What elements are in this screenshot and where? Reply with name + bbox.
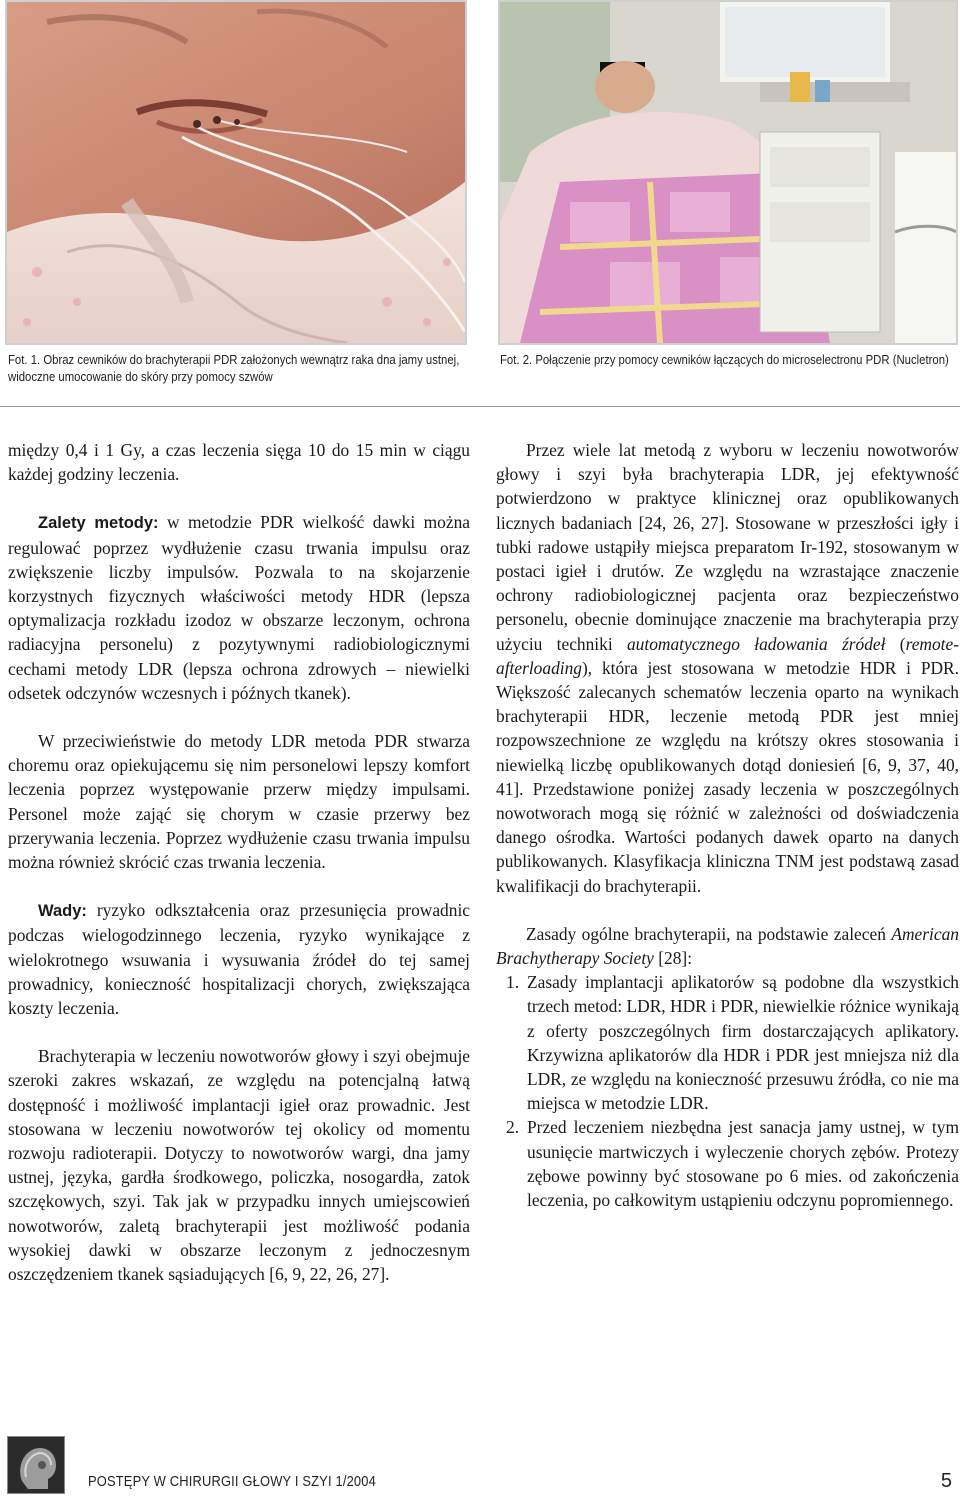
journal-title: POSTĘPY W CHIRURGII GŁOWY I SZYI 1/2004 [88,1473,376,1490]
figure-2-caption-text: Połączenie przy pomocy cewników łączących do microselectronu PDR (Nucletron) [535,352,949,367]
list-item-text: Zasady implantacji aplikatorów są podobne dla wszystkich trzech metod: LDR, HDR i PDR, niewielkie różnice wynikają z oferty poszczególnych firm dostarczających aplikatory. Krzywizna aplikatorów dla HDR i PDR jest mniejsza niż dla LDR, ze względu na konieczność przesuwu źródła, co nie ma miejsca w metodzie LDR. [527,972,959,1114]
left-column [8,438,470,1286]
right-column [496,438,959,1212]
right-p1-italic: automatycznego ładowania źródeł [626,633,886,654]
right-p2-italic: American Brachytherapy Society [496,923,959,969]
right-paragraph-2 [496,922,959,970]
right-p1-italic-2: remote-afterloading [496,633,960,678]
figure-2-label: Fot. 2. [500,352,533,367]
figure-1-image [7,2,465,343]
left-paragraph-5: Brachyterapia w leczeniu nowotworów głowy i szyi obejmuje szeroki zakres wskazań, ze względu na potencjalną łatwą dostępność i możliwość implantacji igieł oraz prowadnic. Jest stosowana w leczeniu nowotworów tej okolicy od momentu rozwoju radioterapii. Dotyczy to nowotworów wargi, dna jamy ustnej, języka, gardła środkowego, policzka, nosogardła, zatok szczękowych, szyi. Tak jak w przypadku innych umiejscowień nowotworów, zaletą brachyterapii jest możliwość podania wysokiej dawki w obszarze leczonym z jednoczesnym oszczędzeniem tkanek sąsiadujących [6, 9, 22, 26, 27]. [8,1046,470,1285]
principles-list [496,970,959,1212]
left-paragraph-1: między 0,4 i 1 Gy, a czas leczenia sięga 10 do 15 min w ciągu każdej godziny leczenia. [8,440,470,485]
advantages-heading: Zalety metody: [38,514,159,533]
figure-2-caption [500,351,956,368]
journal-logo [7,1436,65,1494]
disadvantages-text: ryzyko odkształcenia oraz przesunięcia prowadnic podczas wielogodzinnego leczenia, ryzyko wynikające z wielokrotnego wsuwania i wysuwania źródeł do tej samej prowadnicy, konieczność hospitalizacji chorych, zwiększająca koszty leczenia. [8,900,470,1019]
right-p1-text-c: ), która jest stosowana w metodzie HDR i PDR. Większość zalecanych schematów leczenia oparto na wynikach brachyterapii HDR, leczenie metodą PDR jest mniej rozpowszechnione ze względu na krótszy okres stosowania i niewielką liczbę opublikowanych dotąd doniesień [6, 9, 37, 40, 41]. Przedstawione poniżej zasady leczenia w poszczególnych nowotworach mogą się różnić w zależności od doświadczenia danego ośrodka. Wartości podanych dawek oparto na danych publikowanych. Klasyfikacja kliniczna TNM jest podstawą zasad kwalifikacji do brachyterapii. [496,657,959,896]
list-item-number: 1. [506,972,520,993]
figure-1-photo [5,0,467,345]
list-item [496,970,959,1115]
page-number: 5 [940,1470,952,1492]
disadvantages-heading: Wady: [38,902,87,921]
skull-xray-icon [8,1437,64,1493]
caption-divider [0,406,960,407]
figure-1-caption [8,351,468,385]
right-paragraph-1 [496,438,959,898]
right-p2-text-b: [28]: [653,948,693,969]
right-p2-text-a: Zasady ogólne brachyterapii, na podstawie zaleceń [526,923,892,944]
figure-1-caption-text: Obraz cewników do brachyterapii PDR założonych wewnątrz raka dna jamy ustnej, widoczne umocowanie do skóry przy pomocy szwów [8,352,460,384]
left-paragraph-3: W przeciwieństwie do metody LDR metoda PDR stwarza choremu oraz opiekującemu się nim personelowi lepszy komfort leczenia poprzez występowanie przerw między impulsami. Personel może zająć się chorym w czasie przerwy bez przerywania leczenia. Poprzez wydłużenie czasu trwania impulsu można również skrócić czas trwania leczenia. [8,731,470,873]
figure-2-image [500,2,956,343]
list-item-text: Przed leczeniem niezbędna jest sanacja jamy ustnej, w tym usunięcie martwiczych i wyleczenie chorych zębów. Protezy zębowe powinny być stosowane po 6 mies. od zakończenia leczenia, po całkowitym ustąpieniu odczynu popromiennego. [527,1117,959,1211]
left-paragraph-advantages [8,510,470,705]
list-item [496,1115,959,1212]
figure-1-label: Fot. 1. [8,352,41,367]
list-item-number: 2. [506,1117,520,1138]
left-paragraph-disadvantages [8,898,470,1020]
advantages-text: w metodzie PDR wielkość dawki można regulować poprzez wydłużenie czasu trwania impulsu oraz zwiększenie liczby impulsów. Pozwala to na skojarzenie korzystnych fizycznych właściwości metody HDR (lepsza optymalizacja rozkładu izodoz w obszarze leczonym, ochrona radiacyjna personelu) z pozytywnymi radiobiologicznymi cechami metody LDR (lepsza ochrona zdrowych – niewielki odsetek odczynów wczesnych i późnych tkanek). [8,512,470,703]
figure-2-photo [498,0,958,345]
right-p1-text-a: Przez wiele lat metodą z wyboru w leczeniu nowotworów głowy i szyi była brachyterapia LDR, jej efektywność potwierdzono w praktyce klinicznej oraz opublikowanych licznych badaniach [24, 26, 27]. Stosowane w przeszłości igły i tubki radowe ustąpiły miejsca preparatom Ir-192, stosowanym w postaci igieł i drutów. Ze względu na wzrastające znaczenie ochrony radiobiologicznej pacjenta oraz bezpieczeństwo personelu, obecnie dominujące znaczenie ma brachyterapia przy użyciu techniki [496,440,959,654]
right-p1-text-b: ( [885,633,906,654]
